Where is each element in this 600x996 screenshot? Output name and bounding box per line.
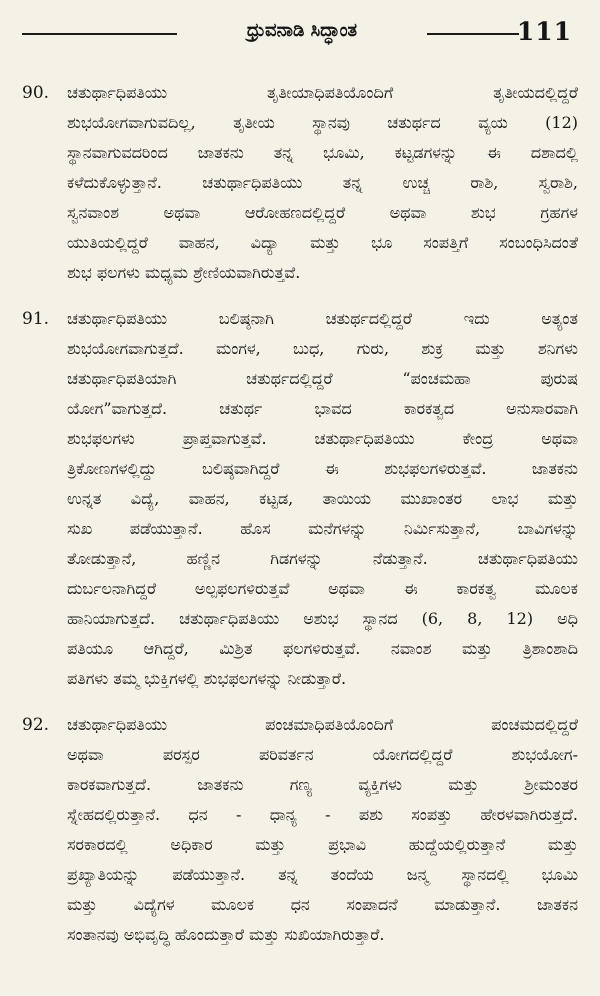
text-line: ಹಾನಿಯಾಗುತ್ತದೆ. ಚತುರ್ಥಾಧಿಪತಿಯು ಅಶುಭ ಸ್ಥಾನದ (6, 8, 12) ಅಧಿ bbox=[67, 609, 578, 628]
text-line: ಸುಖ ಪಡೆಯುತ್ತಾನೆ. ಹೊಸ ಮನೆಗಳನ್ನು ನಿರ್ಮಿಸುತ್ತಾನೆ, ಬಾವಿಗಳನ್ನು bbox=[67, 519, 578, 538]
verse-number: 92. bbox=[22, 715, 50, 735]
text-line: ಶುಭಫಲಗಳು ಪ್ರಾಪ್ತವಾಗುತ್ತವೆ. ಚತುರ್ಥಾಧಿಪತಿಯು ಕೇಂದ್ರ ಅಥವಾ bbox=[67, 429, 578, 448]
text-line: ಸ್ವನವಾಂಶ ಅಥವಾ ಆರೋಹಣದಲ್ಲಿದ್ದರೆ ಅಥವಾ ಶುಭ ಗ್ರಹಗಳ bbox=[67, 203, 578, 222]
text-line: ಅಥವಾ ಪರಸ್ಪರ ಪರಿವರ್ತನ ಯೋಗದಲ್ಲಿದ್ದರೆ ಶುಭಯೋಗ- bbox=[67, 745, 578, 764]
verse-91 bbox=[22, 304, 578, 694]
text-line: ಚತುರ್ಥಾಧಿಪತಿಯಾಗಿ ಚತುರ್ಥದಲ್ಲಿದ್ದರೆ “ಪಂಚಮಹಾ ಪುರುಷ bbox=[67, 369, 578, 388]
text-line: ತೋಡುತ್ತಾನೆ, ಹಣ್ಣಿನ ಗಿಡಗಳನ್ನು ನೆಡುತ್ತಾನೆ. ಚತುರ್ಥಾಧಿಪತಿಯು bbox=[67, 549, 578, 568]
text-line: ದುರ್ಬಲನಾಗಿದ್ದರೆ ಅಲ್ಪಫಲಗಳಿರುತ್ತವೆ ಅಥವಾ ಈ ಕಾರಕತ್ವ ಮೂಲಕ bbox=[67, 579, 578, 598]
text-line: ಚತುರ್ಥಾಧಿಪತಿಯು ತೃತೀಯಾಧಿಪತಿಯೊಂದಿಗೆ ತೃತೀಯದಲ್ಲಿದ್ದರೆ bbox=[67, 83, 578, 102]
verse-number: 91. bbox=[22, 309, 50, 329]
running-header bbox=[22, 14, 578, 52]
text-line: ಉನ್ನತ ವಿದ್ಯೆ, ವಾಹನ, ಕಟ್ಟಡ, ತಾಯಿಯ ಮುಖಾಂತರ ಲಾಭ ಮತ್ತು bbox=[67, 489, 578, 508]
header-rule-right bbox=[427, 33, 519, 35]
verse-90 bbox=[22, 78, 578, 288]
text-line: ಚತುರ್ಥಾಧಿಪತಿಯು ಪಂಚಮಾಧಿಪತಿಯೊಂದಿಗೆ ಪಂಚಮದಲ್ಲಿದ್ದರೆ bbox=[67, 715, 578, 734]
text-line: ಚತುರ್ಥಾಧಿಪತಿಯು ಬಲಿಷ್ಠನಾಗಿ ಚತುರ್ಥದಲ್ಲಿದ್ದರೆ ಇದು ಅತ್ಯಂತ bbox=[67, 309, 578, 328]
verse-text bbox=[67, 304, 578, 694]
text-line: ಯುತಿಯಲ್ಲಿದ್ದರೆ ವಾಹನ, ವಿದ್ಯಾ ಮತ್ತು ಭೂ ಸಂಪತ್ತಿಗೆ ಸಂಬಂಧಿಸಿದಂತೆ bbox=[67, 233, 578, 252]
page-number: 111 bbox=[516, 17, 572, 46]
text-line: ತ್ರಿಕೋಣಗಳಲ್ಲಿದ್ದು ಬಲಿಷ್ಠವಾಗಿದ್ದರೆ ಈ ಶುಭಫಲಗಳಿರುತ್ತವೆ. ಜಾತಕನು bbox=[67, 459, 578, 478]
header-rule-left bbox=[22, 33, 177, 35]
verse-text bbox=[67, 78, 578, 288]
text-line: ಯೋಗ”ವಾಗುತ್ತದೆ. ಚತುರ್ಥ ಭಾವದ ಕಾರಕತ್ವದ ಅನುಸಾರವಾಗಿ bbox=[67, 399, 578, 418]
text-line: ಪತಿಗಳು ತಮ್ಮ ಭುಕ್ತಿಗಳಲ್ಲಿ ಶುಭಫಲಗಳನ್ನು ನೀಡುತ್ತಾರೆ. bbox=[67, 669, 347, 688]
text-line: ಕಾರಕವಾಗುತ್ತದೆ. ಜಾತಕನು ಗಣ್ಯ ವ್ಯಕ್ತಿಗಳು ಮತ್ತು ಶ್ರೀಮಂತರ bbox=[67, 775, 578, 794]
text-line: ಪತಿಯೂ ಆಗಿದ್ದರೆ, ಮಿಶ್ರಿತ ಫಲಗಳಿರುತ್ತವೆ. ನವಾಂಶ ಮತ್ತು ತ್ರಿಶಾಂಶಾದಿ bbox=[67, 639, 578, 658]
text-line: ಶುಭಯೋಗವಾಗುವದಿಲ್ಲ, ತೃತೀಯ ಸ್ಥಾನವು ಚತುರ್ಥದ ವ್ಯಯ (12) bbox=[67, 113, 578, 132]
verse-number: 90. bbox=[22, 83, 50, 103]
page-content bbox=[22, 78, 578, 950]
text-line: ಸಂತಾನವು ಅಭಿವೃದ್ಧಿ ಹೊಂದುತ್ತಾರೆ ಮತ್ತು ಸುಖಿಯಾಗಿರುತ್ತಾರೆ. bbox=[67, 925, 385, 944]
verse-92 bbox=[22, 710, 578, 950]
verse-text bbox=[67, 710, 578, 950]
text-line: ಶುಭಯೋಗವಾಗುತ್ತದೆ. ಮಂಗಳ, ಬುಧ, ಗುರು, ಶುಕ್ರ ಮತ್ತು ಶನಿಗಳು bbox=[67, 339, 578, 358]
text-line: ಸರಕಾರದಲ್ಲಿ ಅಧಿಕಾರ ಮತ್ತು ಪ್ರಭಾವಿ ಹುದ್ದೆಯಲ್ಲಿರುತ್ತಾನೆ ಮತ್ತು bbox=[67, 835, 578, 854]
running-title: ಧ್ರುವನಾಡಿ ಸಿದ್ಧಾಂತ bbox=[246, 20, 358, 41]
text-line: ಶುಭ ಫಲಗಳು ಮಧ್ಯಮ ಶ್ರೇಣಿಯವಾಗಿರುತ್ತವೆ. bbox=[67, 263, 301, 282]
text-line: ಸ್ನೇಹದಲ್ಲಿರುತ್ತಾನೆ. ಧನ - ಧಾನ್ಯ - ಪಶು ಸಂಪತ್ತು ಹೇರಳವಾಗಿರುತ್ತದೆ. bbox=[67, 805, 578, 824]
text-line: ಸ್ಥಾನವಾಗುವದರಿಂದ ಜಾತಕನು ತನ್ನ ಭೂಮಿ, ಕಟ್ಟಡಗಳನ್ನು ಈ ದಶಾದಲ್ಲಿ bbox=[67, 143, 578, 162]
text-line: ಕಳೆದುಕೊಳ್ಳುತ್ತಾನೆ. ಚತುರ್ಥಾಧಿಪತಿಯು ತನ್ನ ಉಚ್ಚ ರಾಶಿ, ಸ್ವರಾಶಿ, bbox=[67, 173, 578, 192]
text-line: ಪ್ರಖ್ಯಾತಿಯನ್ನು ಪಡೆಯುತ್ತಾನೆ. ತನ್ನ ತಂದೆಯ ಜನ್ಮ ಸ್ಥಾನದಲ್ಲಿ ಭೂಮಿ bbox=[67, 865, 578, 884]
text-line: ಮತ್ತು ವಿದ್ಯೆಗಳ ಮೂಲಕ ಧನ ಸಂಪಾದನೆ ಮಾಡುತ್ತಾನೆ. ಜಾತಕನ bbox=[67, 895, 578, 914]
